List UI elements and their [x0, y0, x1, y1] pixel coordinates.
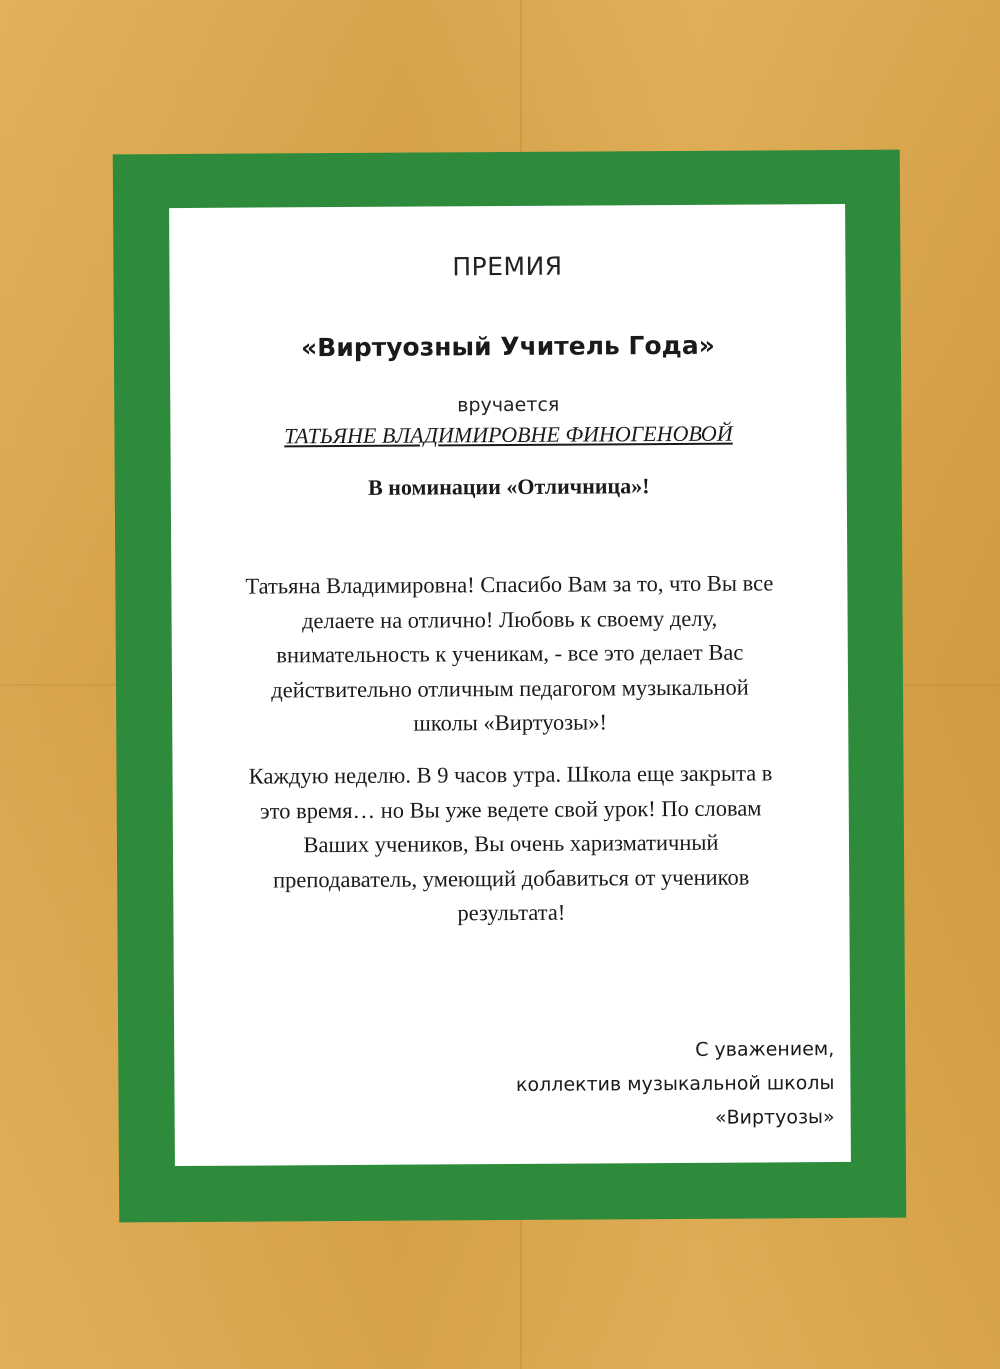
awarded-text: вручается	[457, 393, 560, 417]
nomination-text: В номинации «Отличница»!	[367, 473, 650, 500]
paragraph-gratitude	[199, 566, 820, 742]
award-name: «Виртуозный Учитель Года»	[300, 330, 715, 363]
paragraph-line: Татьяна Владимировна! Спасибо Вам за то, что Вы все	[245, 570, 774, 599]
signature-line: коллектив музыкальной школы	[515, 1072, 835, 1096]
certificate-title: ПРЕМИЯ	[452, 251, 563, 282]
paragraph-line: Каждую неделю. В 9 часов утра. Школа еще закрыта в	[248, 760, 773, 789]
paragraph-line: действительно отличным педагогом музыкальной	[271, 674, 749, 702]
signature-line: «Виртуозы»	[714, 1106, 835, 1129]
signature-block	[414, 1032, 835, 1137]
paragraph-line: результата!	[457, 899, 566, 926]
paragraph-line: делаете на отлично! Любовь к своему делу,	[301, 605, 718, 633]
paragraph-line: Ваших учеников, Вы очень харизматичный	[303, 829, 719, 858]
recipient-name: ТАТЬЯНЕ ВЛАДИМИРОВНЕ ФИНОГЕНОВОЙ	[284, 420, 733, 449]
paragraph-line: преподаватель, умеющий добавиться от учеников	[272, 864, 750, 892]
certificate-sheet	[169, 204, 851, 1166]
paragraph-line: внимательность к ученикам, - все это делает Вас	[276, 639, 744, 668]
paragraph-line: школы «Виртуозы»!	[413, 709, 608, 736]
paragraph-line: это время… но Вы уже ведете свой урок! По словам	[259, 794, 762, 824]
paragraph-weekly	[200, 756, 821, 932]
signature-line: С уважением,	[695, 1038, 835, 1061]
